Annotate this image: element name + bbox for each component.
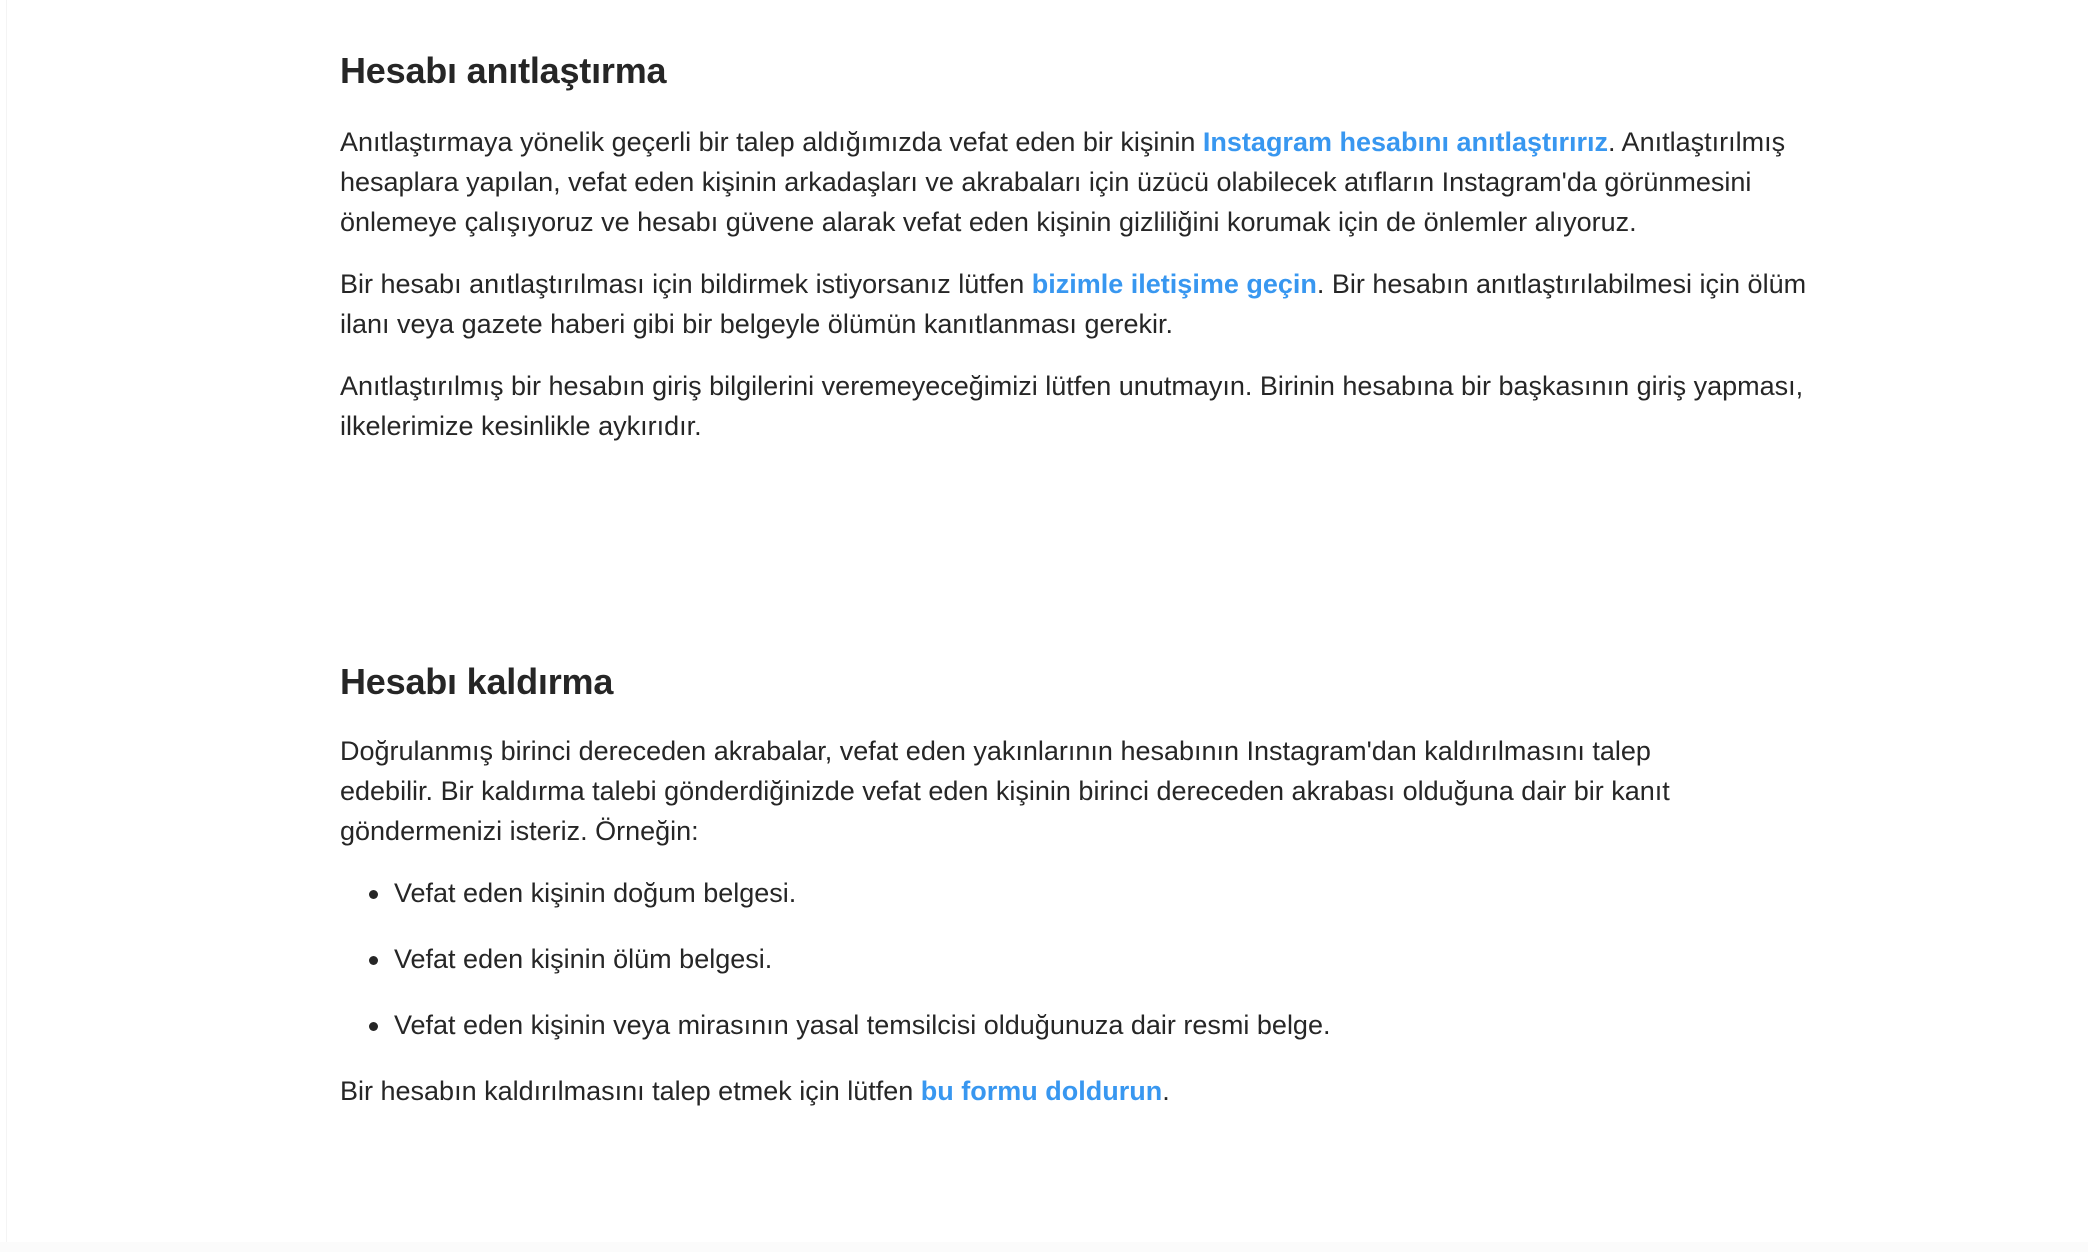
- bullet-icon: [369, 956, 378, 965]
- memorialize-paragraph-2: [340, 264, 1810, 344]
- remove-closing-text-after: .: [1162, 1076, 1170, 1106]
- memorialize-paragraph-1-text-after: . Anıtlaştırılmış hesaplara yapılan, vefat eden kişinin arkadaşları ve akrabaları için üzücü olabilecek atıfların Instagram'da görünmesini önlemeye çalışıyoruz ve hesabı güvene alarak vefat eden kişinin gizliliğini korumak için de önlemler alıyoruz.: [340, 127, 1786, 237]
- list-item: [340, 1005, 1840, 1045]
- bullet-icon: [369, 890, 378, 899]
- remove-paragraph-1: Doğrulanmış birinci dereceden akrabalar, vefat eden yakınlarının hesabının Instagram'dan kaldırılmasını talep edebilir. Bir kaldırma talebi gönderdiğinizde vefat eden kişinin birinci dereceden akrabası olduğuna dair bir kanıt göndermenizi isteriz. Örneğin:: [340, 736, 1670, 846]
- list-item-label: Vefat eden kişinin doğum belgesi.: [394, 878, 797, 908]
- remove-closing-paragraph: [340, 1045, 1815, 1111]
- remove-closing-text-before: Bir hesabın kaldırılmasını talep etmek için lütfen: [340, 1076, 921, 1106]
- list-item-label: Vefat eden kişinin ölüm belgesi.: [394, 944, 773, 974]
- list-item-label: Vefat eden kişinin veya mirasının yasal temsilcisi olduğunuza dair resmi belge.: [394, 1010, 1331, 1040]
- list-item: [340, 939, 1840, 979]
- section-spacer: [340, 446, 1840, 594]
- memorialize-paragraph-2-text-before: Bir hesabı anıtlaştırılması için bildirmek istiyorsanız lütfen: [340, 269, 1032, 299]
- section-memorialize-account: [340, 0, 1840, 446]
- link-bizimle-iletisime-gecin[interactable]: bizimle iletişime geçin: [1031, 269, 1317, 299]
- memorialize-paragraph-1-text-before: Anıtlaştırmaya yönelik geçerli bir talep aldığımızda vefat eden bir kişinin: [340, 127, 1203, 157]
- bullet-icon: [369, 1022, 378, 1031]
- page-left-edge-rule: [6, 0, 7, 1252]
- list-item: [340, 873, 1840, 913]
- section-remove-account: [340, 594, 1840, 1111]
- memorialize-paragraph-2-text-after: . Bir hesabın anıtlaştırılabilmesi için ölüm ilanı veya gazete haberi gibi bir belgeyle ölümün kanıtlanması gerekir.: [340, 269, 1807, 339]
- required-documents-list: [340, 851, 1840, 1045]
- link-instagram-hesabini-anitlastiririz[interactable]: Instagram hesabını anıtlaştırırız: [1202, 127, 1609, 157]
- page-bottom-edge-band: [0, 1242, 2088, 1252]
- memorialize-paragraph-3: Anıtlaştırılmış bir hesabın giriş bilgilerini veremeyeceğimizi lütfen unutmayın. Birinin hesabına bir başkasının giriş yapması, ilkelerimize kesinlikle aykırıdır.: [340, 371, 1804, 441]
- help-article-content: [340, 0, 1840, 1111]
- spacer: [340, 344, 1840, 366]
- memorialize-paragraph-1: [340, 122, 1810, 242]
- section-heading-memorialize: Hesabı anıtlaştırma: [340, 50, 667, 91]
- spacer: [340, 94, 1840, 122]
- section-heading-remove: Hesabı kaldırma: [340, 661, 614, 702]
- link-bu-formu-doldurun[interactable]: bu formu doldurun: [920, 1076, 1163, 1106]
- spacer: [340, 705, 1840, 731]
- spacer: [340, 242, 1840, 264]
